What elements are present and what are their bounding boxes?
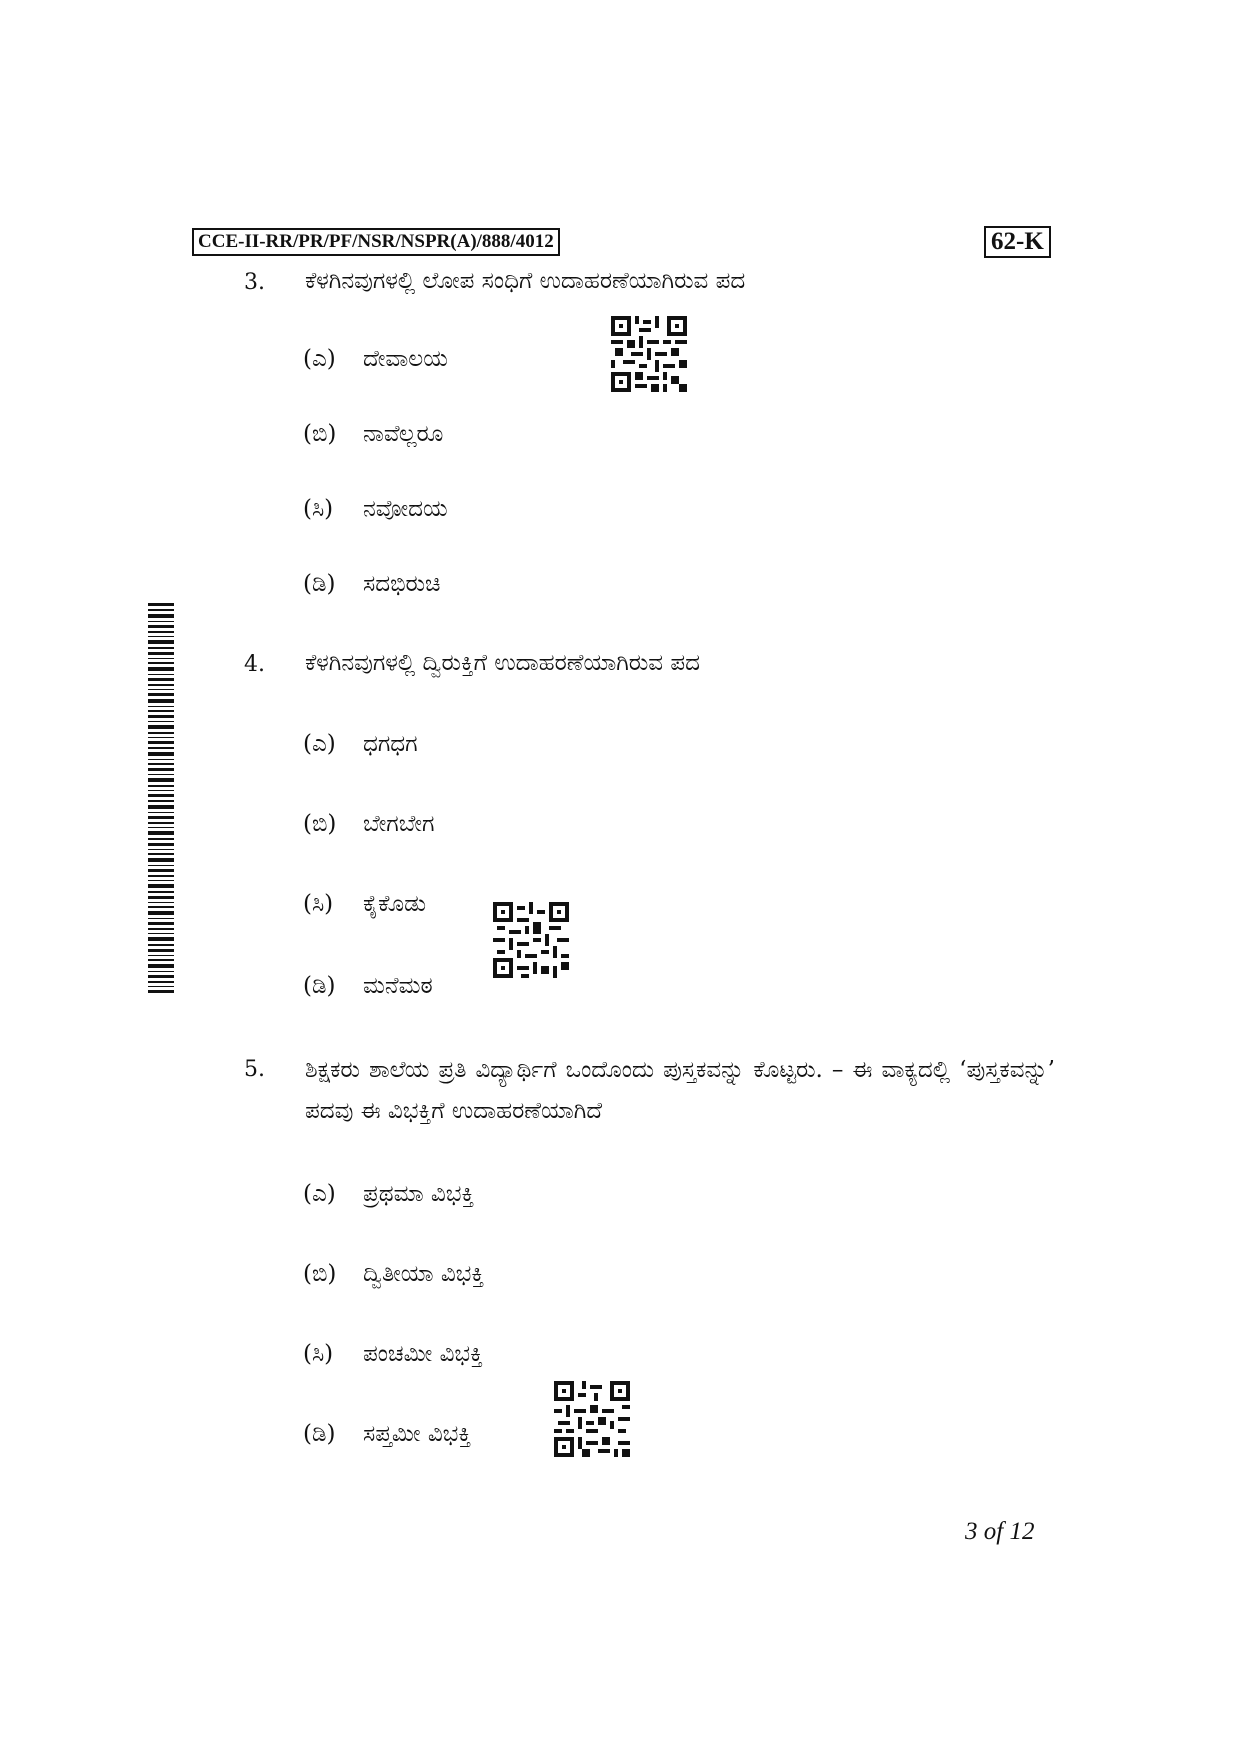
question-paper-code: CCE-II-RR/PR/PF/NSR/NSPR(A)/888/4012 bbox=[192, 228, 560, 256]
option-text: ಬೇಗಬೇಗ bbox=[363, 811, 435, 837]
option-c bbox=[303, 891, 426, 917]
barcode-image bbox=[148, 603, 174, 995]
option-label: (ಡಿ) bbox=[303, 973, 336, 999]
option-text: ಕೈಕೊಡು bbox=[363, 891, 427, 917]
option-d bbox=[303, 973, 433, 999]
option-label: (ಎ) bbox=[303, 346, 336, 372]
option-a bbox=[303, 346, 448, 372]
qr-code-image bbox=[493, 902, 569, 978]
option-c bbox=[303, 496, 448, 522]
option-text: ಪ್ರಥಮಾ ವಿಭಕ್ತಿ bbox=[363, 1181, 475, 1207]
option-c bbox=[303, 1341, 483, 1367]
option-label: (ಸಿ) bbox=[303, 891, 334, 917]
option-label: (ಎ) bbox=[303, 731, 336, 757]
option-text: ನವೋದಯ bbox=[363, 496, 448, 522]
option-b bbox=[303, 811, 434, 837]
option-text: ನಾವೆಲ್ಲರೂ bbox=[363, 421, 444, 447]
subject-code-badge: 62-K bbox=[984, 226, 1051, 258]
option-label: (ಎ) bbox=[303, 1181, 336, 1207]
question-text: ಶಿಕ್ಷಕರು ಶಾಲೆಯ ಪ್ರತಿ ವಿದ್ಯಾರ್ಥಿಗೆ ಒಂದೊಂದು ಪುಸ್ತಕವನ್ನು ಕೊಟ್ಟರು. – ಈ ವಾಕ್ಯದಲ್ಲಿ ‘ಪುಸ್ತಕವನ್ನು’ ಪದವು ಈ ವಿಭಕ್ತಿಗೆ ಉದಾಹರಣೆಯಾಗಿದೆ bbox=[305, 1057, 1055, 1124]
option-d bbox=[303, 1421, 471, 1447]
option-text: ದ್ವಿತೀಯಾ ವಿಭಕ್ತಿ bbox=[363, 1261, 485, 1287]
question-text: ಕೆಳಗಿನವುಗಳಲ್ಲಿ ಲೋಪ ಸಂಧಿಗೆ ಉದಾಹರಣೆಯಾಗಿರುವ ಪದ bbox=[305, 268, 746, 294]
option-d bbox=[303, 571, 440, 597]
qr-code-image bbox=[554, 1381, 630, 1457]
option-label: (ಬಿ) bbox=[303, 1261, 337, 1287]
option-text: ಸಪ್ತಮೀ ವಿಭಕ್ತಿ bbox=[363, 1421, 472, 1447]
question-number: 3. bbox=[244, 270, 265, 295]
option-label: (ಡಿ) bbox=[303, 1421, 336, 1447]
option-label: (ಡಿ) bbox=[303, 571, 336, 597]
option-b bbox=[303, 421, 443, 447]
qr-code-image bbox=[611, 316, 687, 392]
question-text: ಕೆಳಗಿನವುಗಳಲ್ಲಿ ದ್ವಿರುಕ್ತಿಗೆ ಉದಾಹರಣೆಯಾಗಿರುವ ಪದ bbox=[305, 650, 700, 676]
option-text: ಪಂಚಮೀ ವಿಭಕ್ತಿ bbox=[363, 1341, 483, 1367]
option-text: ದೇವಾಲಯ bbox=[363, 346, 448, 372]
option-label: (ಬಿ) bbox=[303, 811, 337, 837]
option-label: (ಸಿ) bbox=[303, 1341, 334, 1367]
option-a bbox=[303, 731, 418, 757]
option-text: ಧಗಧಗ bbox=[363, 731, 418, 757]
question-number: 5. bbox=[244, 1057, 265, 1082]
option-text: ಮನೆಮಠ bbox=[363, 973, 433, 999]
option-text: ಸದಭಿರುಚಿ bbox=[363, 571, 441, 597]
option-b bbox=[303, 1261, 484, 1287]
option-label: (ಬಿ) bbox=[303, 421, 337, 447]
option-a bbox=[303, 1181, 474, 1207]
option-label: (ಸಿ) bbox=[303, 496, 334, 522]
page-number: 3 of 12 bbox=[965, 1518, 1035, 1545]
question-number: 4. bbox=[244, 652, 265, 677]
